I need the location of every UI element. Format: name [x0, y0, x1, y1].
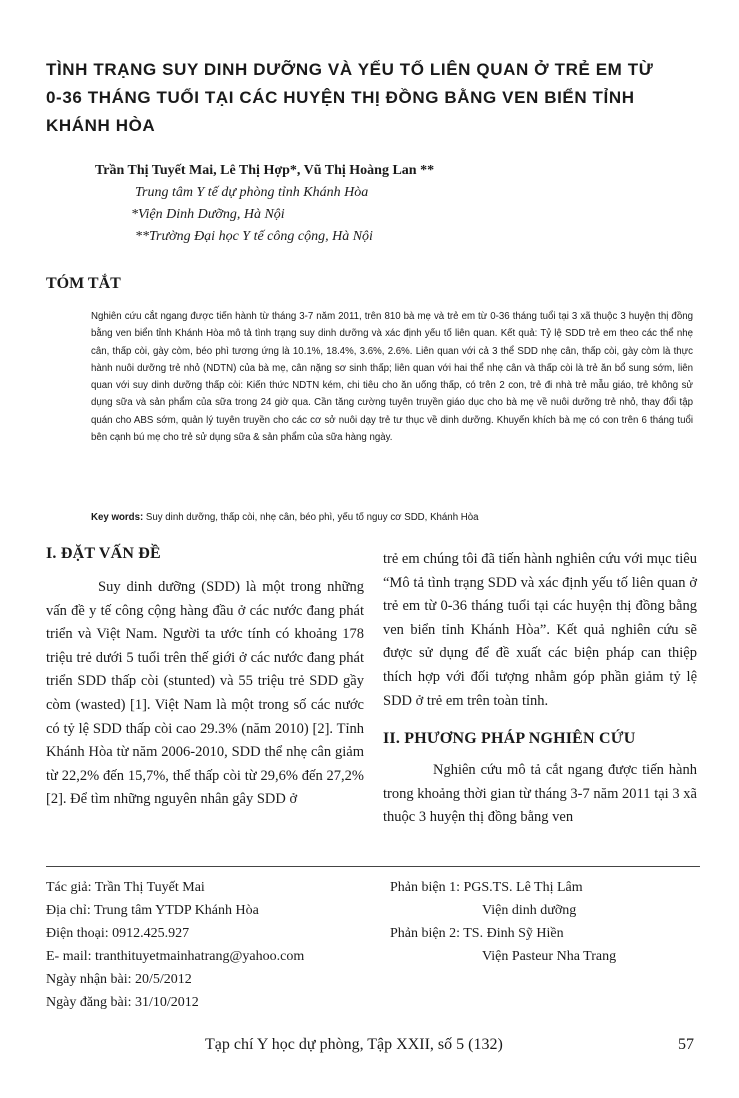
author-email: E- mail: tranthituyetmainhatrang@yahoo.com	[46, 949, 305, 964]
keywords-label: Key words:	[91, 512, 144, 523]
title-line-2: 0-36 THÁNG TUỔI TẠI CÁC HUYỆN THỊ ĐỒNG BẰNG VEN BIỂN TỈNH	[46, 88, 635, 107]
author-phone: Điện thoại: 0912.425.927	[46, 926, 190, 941]
section-1-paragraph: Suy dinh dưỡng (SDD) là một trong những vấn đề y tế công cộng hàng đầu ở các nước đang phát triển và Việt Nam. Người ta ước tính có khoảng 178 triệu trẻ dưới 5 tuổi trên thế giới ở các nước đang phát triển SDD thấp còi (stunted) và 55 triệu trẻ SDD gầy còm (wasted) [1]. Việt Nam là một trong số các nước có tỷ lệ SDD thấp còi cao 29.3% (năm 2010) [2]. Tỉnh Khánh Hòa từ năm 2006-2010, SDD thể nhẹ cân giảm từ 22,2% đến 15,7%, thể thấp còi từ 29,6% đến 27,2% [2]. Để tìm những nguyên nhân gây SDD ở	[46, 579, 364, 808]
journal-citation: Tạp chí Y học dự phòng, Tập XXII, số 5 (132)	[205, 1036, 503, 1053]
affiliation-2: *Viện Dinh Dưỡng, Hà Nội	[131, 207, 285, 222]
author-address: Địa chỉ: Trung tâm YTDP Khánh Hòa	[46, 903, 259, 918]
affiliation-3: **Trường Đại học Y tế công cộng, Hà Nội	[135, 229, 373, 244]
reviewer-info	[390, 876, 710, 968]
title-line-3: KHÁNH HÒA	[46, 116, 156, 135]
author-block	[95, 160, 695, 248]
reviewer-1: Phản biện 1: PGS.TS. Lê Thị Lâm	[390, 880, 583, 895]
section-1-continuation: trẻ em chúng tôi đã tiến hành nghiên cứu với mục tiêu “Mô tả tình trạng SDD và xác định yếu tố liên quan ở trẻ em từ 0-36 tháng tuổi tại các huyện thị đồng bằng ven biển tỉnh Khánh Hòa”. Kết quả nghiên cứu sẽ được sử dụng để đề xuất các biện pháp can thiệp thích hợp với đối tượng nhằm góp phần giảm tỷ lệ SDD ở trẻ em trên toàn tỉnh.	[383, 551, 697, 709]
section-2-heading: II. PHƯƠNG PHÁP NGHIÊN CỨU	[383, 730, 636, 748]
reviewer-2-org: Viện Pasteur Nha Trang	[482, 949, 617, 964]
footnote-divider	[46, 866, 700, 867]
left-column	[46, 542, 364, 812]
author-contact-info	[46, 876, 376, 1014]
page-number: 57	[678, 1036, 694, 1053]
section-1-heading: I. ĐẶT VẤN ĐỀ	[46, 545, 161, 562]
affiliation-1: Trung tâm Y tế dự phòng tỉnh Khánh Hòa	[135, 185, 369, 200]
keywords-line	[91, 510, 693, 526]
section-2-paragraph: Nghiên cứu mô tả cắt ngang được tiến hành trong khoảng thời gian từ tháng 3-7 năm 2011 tại 3 xã thuộc 3 huyện thị đồng bằng ven	[383, 762, 697, 826]
paper-title	[46, 56, 706, 140]
corresponding-author: Tác giả: Trần Thị Tuyết Mai	[46, 880, 205, 895]
author-names: Trần Thị Tuyết Mai, Lê Thị Hợp*, Vũ Thị Hoàng Lan **	[95, 163, 435, 178]
reviewer-1-org: Viện dinh dưỡng	[482, 903, 577, 918]
published-date: Ngày đăng bài: 31/10/2012	[46, 995, 199, 1010]
keywords-text: Suy dinh dưỡng, thấp còi, nhẹ cân, béo phì, yếu tố nguy cơ SDD, Khánh Hòa	[143, 512, 479, 523]
reviewer-2: Phản biện 2: TS. Đinh Sỹ Hiền	[390, 926, 564, 941]
abstract-heading: TÓM TẮT	[46, 275, 121, 292]
abstract-text: Nghiên cứu cắt ngang được tiến hành từ tháng 3-7 năm 2011, trên 810 bà mẹ và trẻ em từ 0-36 tháng tuổi tại 3 xã thuộc 3 huyện thị đồng bằng ven biển tỉnh Khánh Hòa mô tả tình trạng suy dinh dưỡng và xác định yếu tố liên quan. Kết quả: Tỷ lệ SDD trẻ em theo các thể nhẹ cân, thấp còi, gày còm, béo phì tương ứng là 10.1%, 18.4%, 3.6%, 2.6%. Liên quan với cả 3 thể SDD nhẹ cân, thấp còi, gày còm là thực hành nuôi dưỡng trẻ nhỏ (NDTN) của bà mẹ, cân nặng sơ sinh thấp; liên quan với hai thể nhẹ cân và thấp còi là trẻ ăn bổ sung sớm, liên quan với suy dinh dưỡng thấp còi: Kiến thức NDTN kém, chi tiêu cho ăn uống thấp, có trên 2 con, trẻ đi nhà trẻ mẫu giáo, trẻ không sử dụng sữa và sản phẩm của sữa trong 24 giờ qua. Cần tăng cường tuyên truyền giáo dục cho bà mẹ về nuôi dưỡng trẻ nhỏ, thay đổi tập quán cho ABS sớm, quản lý tuyên truyền cho các cơ sở nuôi dạy trẻ tư thục về dinh dưỡng. Khuyến khích bà mẹ có con trên 6 tháng tuổi bên cạnh bú mẹ cho trẻ sử dụng sữa & sản phẩm của sữa hàng ngày.	[91, 311, 693, 444]
right-column	[383, 548, 697, 830]
received-date: Ngày nhận bài: 20/5/2012	[46, 972, 192, 987]
title-line-1: TÌNH TRẠNG SUY DINH DƯỠNG VÀ YẾU TỐ LIÊN QUAN Ở TRẺ EM TỪ	[46, 60, 654, 79]
